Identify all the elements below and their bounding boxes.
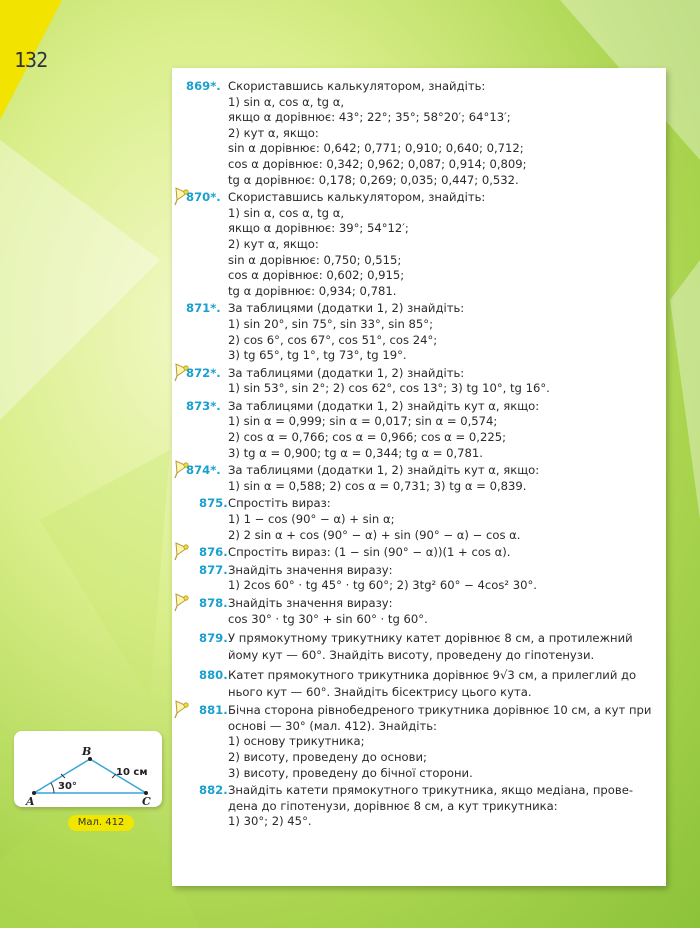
- task-number: 875.: [199, 496, 228, 511]
- task-number: 874*.: [186, 463, 221, 478]
- triangle-diagram: [14, 731, 162, 807]
- task-text-line: Бічна сторона рівнобедреного трикутника дорівнює 10 см, а кут при: [228, 703, 652, 718]
- task-text-line: 3) tg α = 0,900; tg α = 0,344; tg α = 0,781.: [228, 445, 483, 460]
- task-number: 882.: [199, 783, 228, 798]
- task-text-line: 3) tg 65°, tg 1°, tg 73°, tg 19°.: [228, 348, 407, 363]
- task-text-line: 1) sin 20°, sin 75°, sin 33°, sin 85°;: [228, 316, 433, 331]
- task-text-line: 1) 2cos 60° · tg 45° · tg 60°; 2) 3tg² 60° − 4cos² 30°.: [228, 578, 537, 593]
- task-number: 880.: [199, 668, 228, 683]
- task-text-line: 2) кут α, якщо:: [228, 125, 319, 140]
- task-item: [172, 545, 656, 561]
- task-number: 873*.: [186, 398, 221, 413]
- task-text-line: Скориставшись калькулятором, знайдіть:: [228, 190, 486, 205]
- vertex-c-label: C: [142, 795, 151, 807]
- task-item: [172, 301, 656, 363]
- side-label: 10 см: [116, 767, 148, 778]
- task-text-line: У прямокутному трикутнику катет дорівнює 8 см, а протилежний: [228, 631, 633, 646]
- task-item: [172, 79, 656, 188]
- pin-icon: [174, 592, 192, 612]
- task-text-line: 2) cos α = 0,766; cos α = 0,966; cos α = 0,225;: [228, 430, 507, 445]
- task-text-line: cos α дорівнює: 0,602; 0,915;: [228, 268, 405, 283]
- task-item: [172, 630, 656, 664]
- task-text-line: Знайдіть катети прямокутного трикутника, якщо медіана, прове-: [228, 783, 634, 798]
- task-text-line: 1) основу трикутника;: [228, 734, 365, 749]
- task-number: 879.: [199, 631, 228, 646]
- task-text-line: 1) sin α, cos α, tg α,: [228, 94, 345, 109]
- task-item: [172, 783, 656, 830]
- task-text-line: дена до гіпотенузи, дорівнює 8 см, а кут трикутника:: [228, 798, 558, 813]
- task-item: [172, 667, 656, 701]
- task-text-line: якщо α дорівнює: 43°; 22°; 35°; 58°20′; 64°13′;: [228, 110, 511, 125]
- vertex-a-label: A: [26, 795, 35, 807]
- task-text-line: 2) cos 6°, cos 67°, cos 51°, cos 24°;: [228, 332, 438, 347]
- task-number: 872*.: [186, 365, 221, 380]
- task-item: [172, 563, 656, 594]
- task-number: 871*.: [186, 301, 221, 316]
- task-text-line: 1) sin α, cos α, tg α,: [228, 205, 345, 220]
- task-text-line: 2) висоту, проведену до основи;: [228, 749, 427, 764]
- task-text-line: основі — 30° (мал. 412). Знайдіть:: [228, 718, 437, 733]
- task-text-line: Знайдіть значення виразу:: [228, 562, 393, 577]
- pin-icon: [174, 541, 192, 561]
- task-number: 881.: [199, 703, 228, 718]
- task-list: [172, 79, 656, 832]
- task-text-line: 1) 30°; 2) 45°.: [228, 814, 312, 829]
- task-text-line: Спростіть вираз:: [228, 496, 331, 511]
- task-text-line: якщо α дорівнює: 39°; 54°12′;: [228, 221, 409, 236]
- task-text-line: нього кут — 60°. Знайдіть бісектрису цього кута.: [228, 685, 532, 700]
- task-item: [172, 596, 656, 627]
- task-item: [172, 190, 656, 299]
- task-item: [172, 399, 656, 461]
- task-text-line: tg α дорівнює: 0,934; 0,781.: [228, 283, 397, 298]
- pin-icon: [174, 699, 192, 719]
- task-text-line: За таблицями (додатки 1, 2) знайдіть кут α, якщо:: [228, 398, 540, 413]
- figure-412: [14, 731, 162, 807]
- task-text-line: Катет прямокутного трикутника дорівнює 9√3 см, а прилеглий до: [228, 668, 637, 683]
- task-item: [172, 703, 656, 781]
- task-text-line: 1) sin 53°, sin 2°; 2) cos 62°, cos 13°; 3) tg 10°, tg 16°.: [228, 381, 550, 396]
- task-text-line: йому кут — 60°. Знайдіть висоту, проведену до гіпотенузи.: [228, 648, 595, 663]
- task-text-line: За таблицями (додатки 1, 2) знайдіть:: [228, 365, 465, 380]
- task-item: [172, 463, 656, 494]
- angle-label: 30°: [58, 781, 77, 792]
- task-number: 878.: [199, 596, 228, 610]
- task-text-line: За таблицями (додатки 1, 2) знайдіть кут α, якщо:: [228, 463, 540, 478]
- task-text-line: Знайдіть значення виразу:: [228, 596, 393, 610]
- task-text-line: 2) кут α, якщо:: [228, 236, 319, 251]
- task-text-line: 1) sin α = 0,999; sin α = 0,017; sin α = 0,574;: [228, 414, 498, 429]
- task-text-line: sin α дорівнює: 0,750; 0,515;: [228, 252, 402, 267]
- task-text-line: Скориставшись калькулятором, знайдіть:: [228, 79, 486, 93]
- task-text-line: 2) 2 sin α + cos (90° − α) + sin (90° − α) − cos α.: [228, 527, 521, 542]
- task-item: [172, 366, 656, 397]
- task-text-line: tg α дорівнює: 0,178; 0,269; 0,035; 0,447; 0,532.: [228, 172, 519, 187]
- task-text-line: 3) висоту, проведену до бічної сторони.: [228, 765, 473, 780]
- task-text-line: sin α дорівнює: 0,642; 0,771; 0,910; 0,640; 0,712;: [228, 141, 524, 156]
- task-number: 877.: [199, 562, 228, 577]
- exercise-sheet: [172, 68, 666, 886]
- task-number: 876.: [199, 545, 228, 560]
- task-text-line: cos 30° · tg 30° + sin 60° · tg 60°.: [228, 611, 428, 626]
- page-number: 132: [14, 48, 48, 72]
- task-number: 870*.: [186, 190, 221, 205]
- task-text-line: 1) sin α = 0,588; 2) cos α = 0,731; 3) tg α = 0,839.: [228, 478, 527, 493]
- task-item: [172, 496, 656, 543]
- task-text-line: cos α дорівнює: 0,342; 0,962; 0,087; 0,914; 0,809;: [228, 156, 527, 171]
- task-number: 869*.: [186, 79, 221, 93]
- task-text-line: За таблицями (додатки 1, 2) знайдіть:: [228, 301, 465, 316]
- figure-caption: Мал. 412: [68, 815, 134, 831]
- task-text-line: 1) 1 − cos (90° − α) + sin α;: [228, 512, 395, 527]
- task-text-line: Спростіть вираз: (1 − sin (90° − α))(1 + cos α).: [228, 545, 511, 560]
- vertex-b-label: B: [82, 745, 92, 758]
